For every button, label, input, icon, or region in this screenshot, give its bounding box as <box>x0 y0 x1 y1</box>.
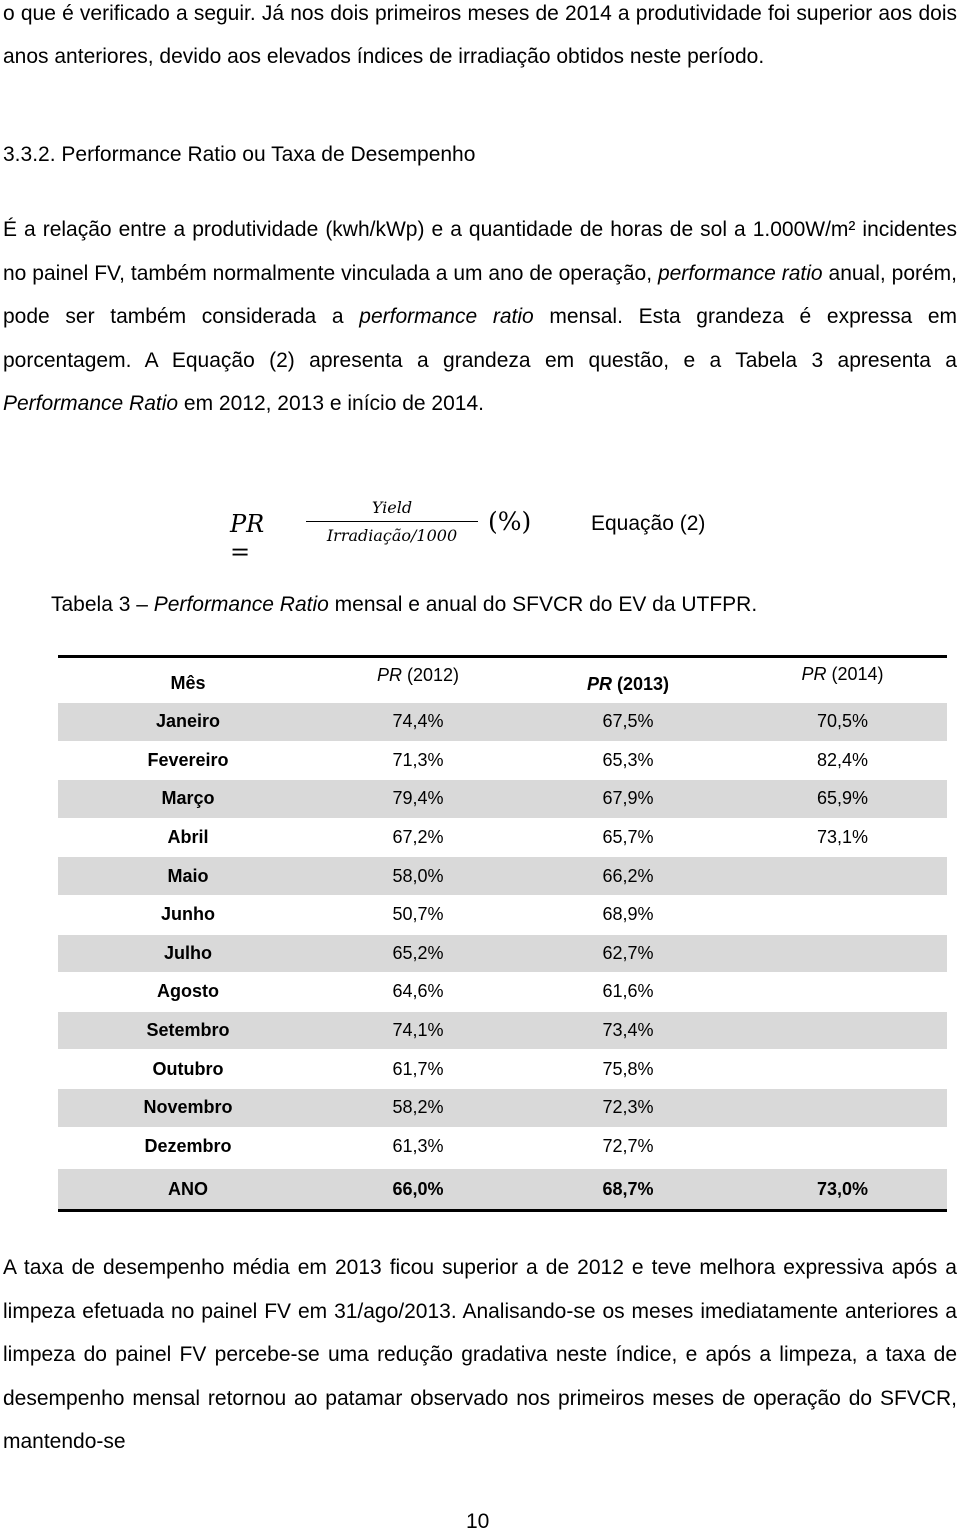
equation-unit: (%) <box>488 507 532 536</box>
pr-2013-cell: 65,3% <box>518 741 738 780</box>
page-number: 10 <box>466 1510 490 1533</box>
header-pr-label: PR <box>801 663 827 684</box>
header-month: Mês <box>58 657 318 703</box>
pr-2013-cell: 73,4% <box>518 1011 738 1050</box>
pr-2012-cell: 58,2% <box>318 1088 518 1127</box>
month-cell: Fevereiro <box>58 741 318 780</box>
pr-2012-cell: 61,7% <box>318 1050 518 1089</box>
total-2013: 68,7% <box>518 1167 738 1211</box>
pr-2014-cell: 70,5% <box>738 703 947 742</box>
pr-2014-cell: 65,9% <box>738 780 947 819</box>
table-row <box>58 780 947 819</box>
equation-lhs: PR = <box>230 510 265 566</box>
header-pr-2013 <box>518 657 738 703</box>
pr-2014-cell: 82,4% <box>738 741 947 780</box>
caption-italic: Performance Ratio <box>153 593 329 616</box>
pr-2012-cell: 64,6% <box>318 973 518 1012</box>
equation-label: Equação (2) <box>591 512 706 535</box>
intro-paragraph: o que é verificado a seguir. Já nos dois primeiros meses de 2014 a produtividade foi superior aos dois anos anteriores, devido aos elevados índices de irradiação obtidos neste período. <box>3 2 957 68</box>
table-row <box>58 741 947 780</box>
analysis-paragraph: A taxa de desempenho média em 2013 ficou superior a de 2012 e teve melhora expressiva após a limpeza efetuada no painel FV em 31/ago/2013. Analisando-se os meses imediatamente anteriores a limpeza do painel FV percebe-se uma redução gradativa neste índice, e após a limpeza, a taxa de desempenho mensal retornou ao patamar observado nos primeiros meses de operação do SFVCR, mantendo-se <box>3 1256 957 1453</box>
paragraph-italic-term: Performance Ratio <box>3 392 179 415</box>
table-row <box>58 973 947 1012</box>
paragraph-text: em 2012, 2013 e início de 2014. <box>178 392 484 415</box>
pr-2012-cell: 79,4% <box>318 780 518 819</box>
section-heading <box>3 143 475 167</box>
table-row <box>58 1088 947 1127</box>
caption-prefix: Tabela 3 – <box>51 593 154 616</box>
total-2014: 73,0% <box>738 1167 947 1211</box>
pr-2013-cell: 67,9% <box>518 780 738 819</box>
table-row <box>58 857 947 896</box>
pr-2012-cell: 74,1% <box>318 1011 518 1050</box>
pr-2012-cell: 61,3% <box>318 1127 518 1167</box>
pr-2012-cell: 74,4% <box>318 703 518 742</box>
month-cell: Outubro <box>58 1050 318 1089</box>
total-2012: 66,0% <box>318 1167 518 1211</box>
pr-2013-cell: 62,7% <box>518 934 738 973</box>
header-year: (2013) <box>611 673 670 694</box>
pr-2014-cell <box>738 857 947 896</box>
table-row <box>58 818 947 857</box>
section-title: Performance Ratio ou Taxa de Desempenho <box>61 143 476 166</box>
paragraph-text: anual, porém, pode ser também considerada a <box>3 261 958 328</box>
paragraph-italic-term: performance ratio <box>359 305 534 328</box>
section-number: 3.3.2. <box>3 143 56 166</box>
table-row <box>58 703 947 742</box>
table-row <box>58 934 947 973</box>
paragraph-italic-term: performance ratio <box>657 261 823 285</box>
paragraph-text: É a relação entre a produtividade (kwh/kWp) e a quantidade de horas de sol a 1.000W/m² incidentes no painel FV, também normalmente vinculada a um ano de operação, <box>3 218 957 285</box>
pr-2014-cell <box>738 1127 947 1167</box>
table-row <box>58 1011 947 1050</box>
header-pr-2014 <box>738 657 947 703</box>
equation-fraction <box>306 496 478 547</box>
pr-2012-cell: 65,2% <box>318 934 518 973</box>
header-pr-label: PR <box>376 664 402 685</box>
table-row <box>58 895 947 934</box>
pr-2014-cell <box>738 1088 947 1127</box>
month-cell: Setembro <box>58 1011 318 1050</box>
table-total-row <box>58 1167 947 1211</box>
pr-2012-cell: 67,2% <box>318 818 518 857</box>
equation-numerator: Yield <box>371 498 413 517</box>
month-cell: Junho <box>58 895 318 934</box>
pr-2013-cell: 61,6% <box>518 973 738 1012</box>
performance-ratio-table <box>58 655 947 1212</box>
table-row <box>58 1127 947 1167</box>
pr-2012-cell: 50,7% <box>318 895 518 934</box>
header-pr-label: PR <box>586 673 612 694</box>
pr-2013-cell: 72,3% <box>518 1088 738 1127</box>
pr-2013-cell: 75,8% <box>518 1050 738 1089</box>
pr-2013-cell: 65,7% <box>518 818 738 857</box>
pr-2014-cell: 73,1% <box>738 818 947 857</box>
paragraph-text: mensal. Esta grandeza é expressa em porcentagem. A Equação (2) apresenta a grandeza em questão, e a Tabela 3 apresenta a <box>3 305 957 372</box>
month-cell: Março <box>58 780 318 819</box>
caption-suffix: mensal e anual do SFVCR do EV da UTFPR. <box>328 593 758 616</box>
equation-denominator: Irradiação/1000 <box>326 526 458 545</box>
table-row <box>58 1050 947 1089</box>
pr-2014-cell <box>738 1050 947 1089</box>
pr-2014-cell <box>738 895 947 934</box>
pr-2013-cell: 67,5% <box>518 703 738 742</box>
table-header-row <box>58 657 947 703</box>
pr-2012-cell: 71,3% <box>318 741 518 780</box>
pr-2012-cell: 58,0% <box>318 857 518 896</box>
header-pr-2012 <box>318 657 518 703</box>
total-label: ANO <box>58 1167 318 1211</box>
table-body <box>58 703 947 1168</box>
pr-2013-cell: 68,9% <box>518 895 738 934</box>
table-caption <box>51 593 757 617</box>
header-year: (2014) <box>826 663 884 684</box>
month-cell: Abril <box>58 818 318 857</box>
header-year: (2012) <box>401 664 460 685</box>
pr-2014-cell <box>738 1011 947 1050</box>
month-cell: Janeiro <box>58 703 318 742</box>
month-cell: Dezembro <box>58 1127 318 1167</box>
fraction-bar <box>306 521 478 522</box>
month-cell: Agosto <box>58 973 318 1012</box>
definition-paragraph <box>3 208 957 426</box>
pr-2014-cell <box>738 973 947 1012</box>
pr-2013-cell: 66,2% <box>518 857 738 896</box>
pr-2014-cell <box>738 934 947 973</box>
month-cell: Julho <box>58 934 318 973</box>
month-cell: Novembro <box>58 1088 318 1127</box>
month-cell: Maio <box>58 857 318 896</box>
pr-2013-cell: 72,7% <box>518 1127 738 1167</box>
